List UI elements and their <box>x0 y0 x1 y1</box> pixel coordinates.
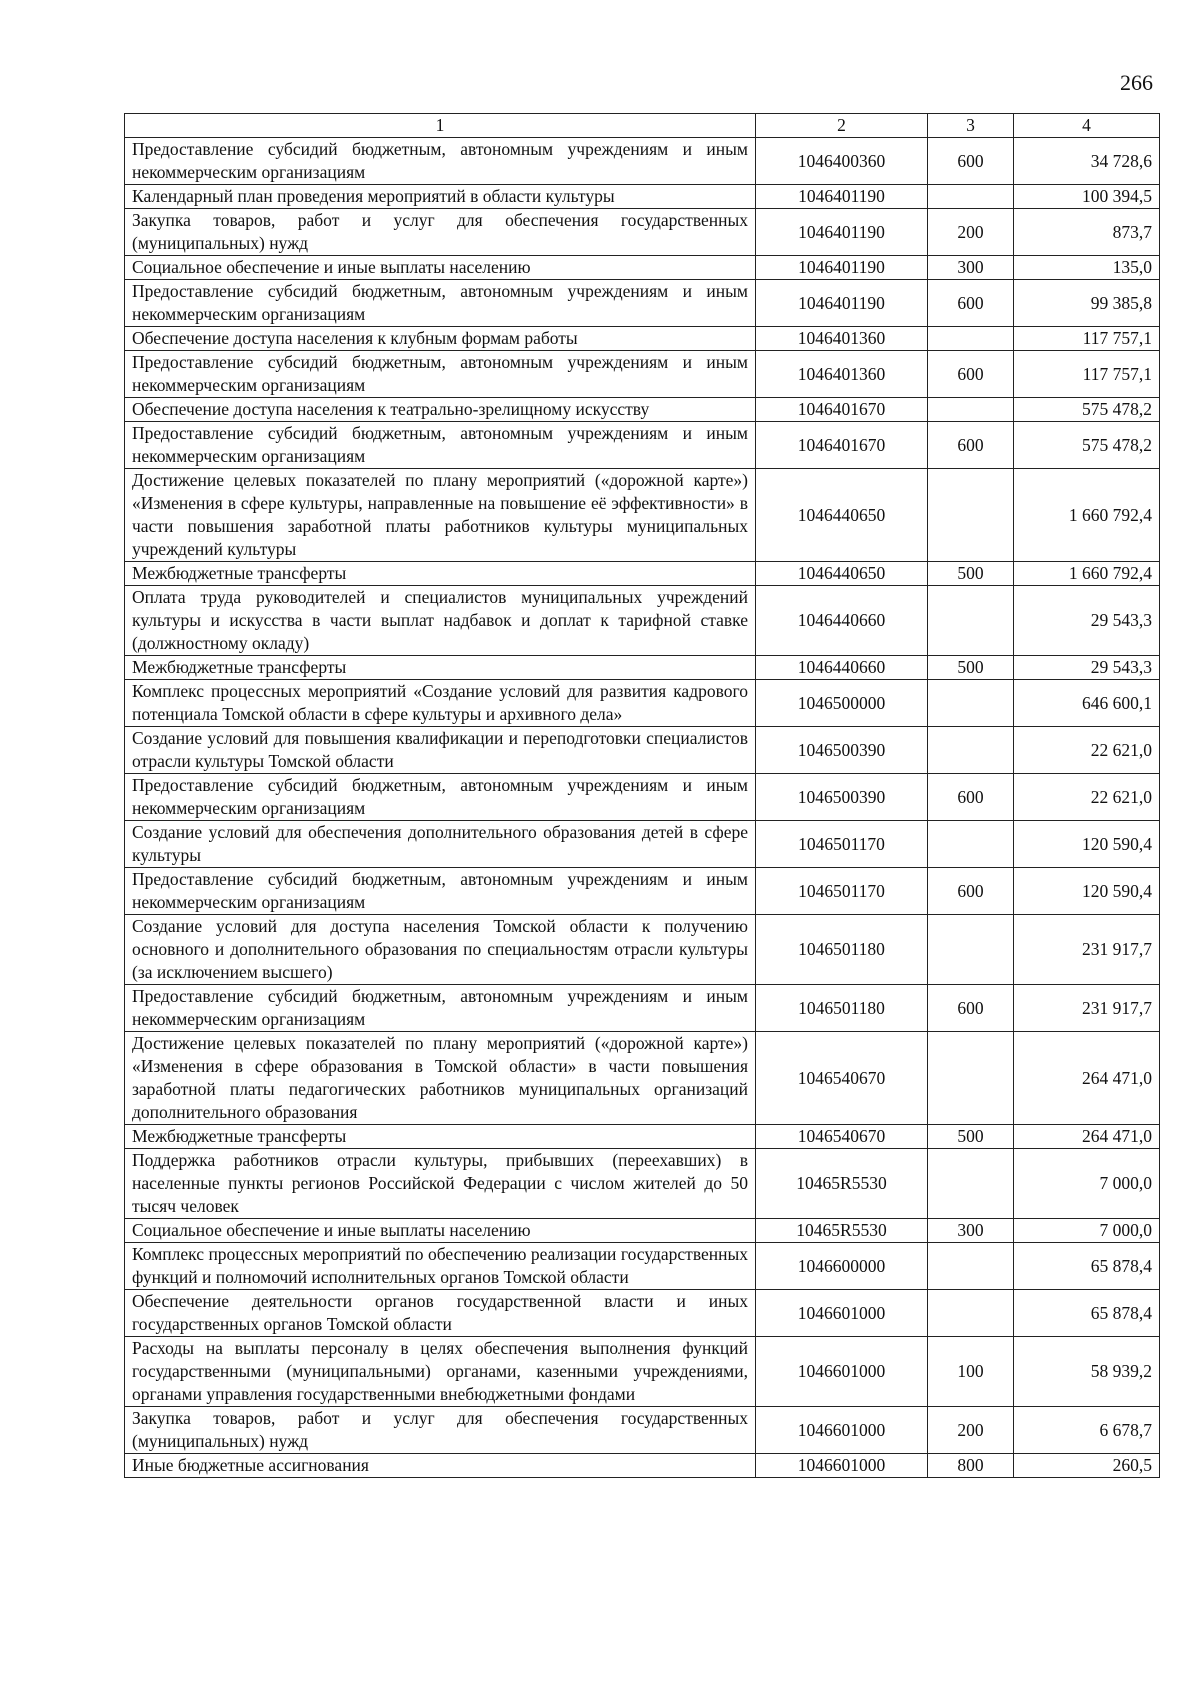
table-row <box>125 1032 1160 1125</box>
row-code-cell: 1046501170 <box>756 821 928 868</box>
table-row <box>125 280 1160 327</box>
row-type-cell <box>928 1032 1014 1125</box>
row-type-cell <box>928 185 1014 209</box>
page-number: 266 <box>1120 70 1153 95</box>
row-code-cell: 1046440650 <box>756 469 928 562</box>
row-name-cell: Предоставление субсидий бюджетным, автономным учреждениям и иным некоммерческим организациям <box>125 868 756 915</box>
table-row <box>125 1149 1160 1219</box>
row-code-cell: 1046500000 <box>756 680 928 727</box>
row-name-cell: Создание условий для повышения квалификации и переподготовки специалистов отрасли культуры Томской области <box>125 727 756 774</box>
table-row <box>125 469 1160 562</box>
row-name-cell: Достижение целевых показателей по плану мероприятий («дорожной карте») «Изменения в сфере образования в Томской области» в части повышения заработной платы педагогических работников муниципальных организаций дополнительного образования <box>125 1032 756 1125</box>
row-type-cell: 600 <box>928 774 1014 821</box>
row-type-cell: 200 <box>928 1407 1014 1454</box>
table-row <box>125 351 1160 398</box>
row-name-cell: Поддержка работников отрасли культуры, прибывших (переехавших) в населенные пункты регионов Российской Федерации с числом жителей до 50 тысяч человек <box>125 1149 756 1219</box>
row-amount-cell: 99 385,8 <box>1014 280 1160 327</box>
table-row <box>125 562 1160 586</box>
row-code-cell: 1046501170 <box>756 868 928 915</box>
table-row <box>125 656 1160 680</box>
row-amount-cell: 7 000,0 <box>1014 1149 1160 1219</box>
row-amount-cell: 7 000,0 <box>1014 1219 1160 1243</box>
table-row <box>125 209 1160 256</box>
table-header-row <box>125 114 1160 138</box>
row-amount-cell: 117 757,1 <box>1014 351 1160 398</box>
row-code-cell: 1046601000 <box>756 1337 928 1407</box>
row-amount-cell: 34 728,6 <box>1014 138 1160 185</box>
row-code-cell: 1046540670 <box>756 1125 928 1149</box>
row-type-cell: 600 <box>928 868 1014 915</box>
table-row <box>125 327 1160 351</box>
row-type-cell: 300 <box>928 256 1014 280</box>
row-code-cell: 1046401190 <box>756 209 928 256</box>
row-type-cell: 800 <box>928 1454 1014 1478</box>
row-code-cell: 1046401670 <box>756 422 928 469</box>
row-code-cell: 1046400360 <box>756 138 928 185</box>
row-amount-cell: 646 600,1 <box>1014 680 1160 727</box>
row-amount-cell: 135,0 <box>1014 256 1160 280</box>
row-code-cell: 1046440660 <box>756 656 928 680</box>
table-row <box>125 868 1160 915</box>
row-name-cell: Предоставление субсидий бюджетным, автономным учреждениям и иным некоммерческим организациям <box>125 422 756 469</box>
row-name-cell: Расходы на выплаты персоналу в целях обеспечения выполнения функций государственными (муниципальными) органами, казенными учреждениями, органами управления государственными внебюджетными фондами <box>125 1337 756 1407</box>
row-type-cell <box>928 1290 1014 1337</box>
column-header-2: 2 <box>756 114 928 138</box>
row-name-cell: Предоставление субсидий бюджетным, автономным учреждениям и иным некоммерческим организациям <box>125 280 756 327</box>
row-code-cell: 1046401360 <box>756 327 928 351</box>
row-code-cell: 1046500390 <box>756 727 928 774</box>
row-amount-cell: 29 543,3 <box>1014 656 1160 680</box>
row-code-cell: 1046601000 <box>756 1290 928 1337</box>
row-amount-cell: 1 660 792,4 <box>1014 469 1160 562</box>
row-amount-cell: 6 678,7 <box>1014 1407 1160 1454</box>
row-amount-cell: 231 917,7 <box>1014 985 1160 1032</box>
row-amount-cell: 22 621,0 <box>1014 774 1160 821</box>
table-body <box>125 138 1160 1478</box>
budget-table <box>124 113 1160 1478</box>
row-type-cell <box>928 727 1014 774</box>
table-row <box>125 774 1160 821</box>
row-code-cell: 1046501180 <box>756 985 928 1032</box>
column-header-3: 3 <box>928 114 1014 138</box>
row-name-cell: Закупка товаров, работ и услуг для обеспечения государственных (муниципальных) нужд <box>125 209 756 256</box>
row-name-cell: Предоставление субсидий бюджетным, автономным учреждениям и иным некоммерческим организациям <box>125 138 756 185</box>
table-row <box>125 1337 1160 1407</box>
row-name-cell: Предоставление субсидий бюджетным, автономным учреждениям и иным некоммерческим организациям <box>125 351 756 398</box>
row-code-cell: 1046440650 <box>756 562 928 586</box>
row-type-cell <box>928 821 1014 868</box>
row-amount-cell: 29 543,3 <box>1014 586 1160 656</box>
row-name-cell: Создание условий для доступа населения Томской области к получению основного и дополнительного образования по специальностям отрасли культуры (за исключением высшего) <box>125 915 756 985</box>
table-row <box>125 915 1160 985</box>
row-amount-cell: 120 590,4 <box>1014 821 1160 868</box>
row-amount-cell: 264 471,0 <box>1014 1032 1160 1125</box>
row-type-cell: 200 <box>928 209 1014 256</box>
row-type-cell: 500 <box>928 1125 1014 1149</box>
row-name-cell: Межбюджетные трансферты <box>125 656 756 680</box>
row-amount-cell: 22 621,0 <box>1014 727 1160 774</box>
row-name-cell: Обеспечение доступа населения к клубным формам работы <box>125 327 756 351</box>
row-code-cell: 1046600000 <box>756 1243 928 1290</box>
row-type-cell: 500 <box>928 656 1014 680</box>
row-amount-cell: 264 471,0 <box>1014 1125 1160 1149</box>
row-code-cell: 1046601000 <box>756 1454 928 1478</box>
table-row <box>125 1407 1160 1454</box>
column-header-4: 4 <box>1014 114 1160 138</box>
column-header-1: 1 <box>125 114 756 138</box>
row-name-cell: Комплекс процессных мероприятий по обеспечению реализации государственных функций и полномочий исполнительных органов Томской области <box>125 1243 756 1290</box>
row-code-cell: 1046440660 <box>756 586 928 656</box>
row-name-cell: Оплата труда руководителей и специалистов муниципальных учреждений культуры и искусства в части выплат надбавок и доплат к тарифной ставке (должностному окладу) <box>125 586 756 656</box>
row-type-cell: 300 <box>928 1219 1014 1243</box>
table-row <box>125 821 1160 868</box>
row-amount-cell: 120 590,4 <box>1014 868 1160 915</box>
table-row <box>125 680 1160 727</box>
table-row <box>125 1219 1160 1243</box>
row-type-cell: 600 <box>928 280 1014 327</box>
row-code-cell: 1046540670 <box>756 1032 928 1125</box>
row-name-cell: Комплекс процессных мероприятий «Создание условий для развития кадрового потенциала Томской области в сфере культуры и архивного дела» <box>125 680 756 727</box>
row-name-cell: Предоставление субсидий бюджетным, автономным учреждениям и иным некоммерческим организациям <box>125 985 756 1032</box>
row-amount-cell: 260,5 <box>1014 1454 1160 1478</box>
row-code-cell: 1046501180 <box>756 915 928 985</box>
row-type-cell: 600 <box>928 985 1014 1032</box>
row-name-cell: Достижение целевых показателей по плану мероприятий («дорожной карте») «Изменения в сфере культуры, направленные на повышение её эффективности» в части повышения заработной платы работников культуры муниципальных учреждений культуры <box>125 469 756 562</box>
row-amount-cell: 117 757,1 <box>1014 327 1160 351</box>
table-row <box>125 256 1160 280</box>
row-name-cell: Обеспечение деятельности органов государственной власти и иных государственных органов Томской области <box>125 1290 756 1337</box>
row-type-cell: 600 <box>928 422 1014 469</box>
table-row <box>125 1454 1160 1478</box>
row-name-cell: Социальное обеспечение и иные выплаты населению <box>125 1219 756 1243</box>
row-type-cell: 500 <box>928 562 1014 586</box>
table-row <box>125 1243 1160 1290</box>
table-row <box>125 422 1160 469</box>
row-code-cell: 1046401190 <box>756 256 928 280</box>
row-type-cell <box>928 680 1014 727</box>
row-amount-cell: 65 878,4 <box>1014 1290 1160 1337</box>
table-row <box>125 586 1160 656</box>
row-amount-cell: 65 878,4 <box>1014 1243 1160 1290</box>
row-type-cell <box>928 1149 1014 1219</box>
row-name-cell: Иные бюджетные ассигнования <box>125 1454 756 1478</box>
row-name-cell: Календарный план проведения мероприятий в области культуры <box>125 185 756 209</box>
row-name-cell: Предоставление субсидий бюджетным, автономным учреждениям и иным некоммерческим организациям <box>125 774 756 821</box>
row-amount-cell: 575 478,2 <box>1014 398 1160 422</box>
table-row <box>125 985 1160 1032</box>
row-type-cell <box>928 398 1014 422</box>
row-code-cell: 1046401190 <box>756 280 928 327</box>
row-type-cell <box>928 327 1014 351</box>
table-row <box>125 185 1160 209</box>
row-amount-cell: 231 917,7 <box>1014 915 1160 985</box>
row-code-cell: 1046401360 <box>756 351 928 398</box>
row-name-cell: Социальное обеспечение и иные выплаты населению <box>125 256 756 280</box>
row-amount-cell: 58 939,2 <box>1014 1337 1160 1407</box>
row-type-cell <box>928 915 1014 985</box>
row-type-cell: 600 <box>928 351 1014 398</box>
table-row <box>125 138 1160 185</box>
row-name-cell: Межбюджетные трансферты <box>125 562 756 586</box>
row-name-cell: Закупка товаров, работ и услуг для обеспечения государственных (муниципальных) нужд <box>125 1407 756 1454</box>
row-code-cell: 10465R5530 <box>756 1149 928 1219</box>
row-amount-cell: 100 394,5 <box>1014 185 1160 209</box>
row-name-cell: Обеспечение доступа населения к театрально-зрелищному искусству <box>125 398 756 422</box>
row-name-cell: Создание условий для обеспечения дополнительного образования детей в сфере культуры <box>125 821 756 868</box>
row-amount-cell: 873,7 <box>1014 209 1160 256</box>
row-code-cell: 1046401670 <box>756 398 928 422</box>
table-row <box>125 1290 1160 1337</box>
row-amount-cell: 1 660 792,4 <box>1014 562 1160 586</box>
row-code-cell: 1046500390 <box>756 774 928 821</box>
table-row <box>125 1125 1160 1149</box>
row-amount-cell: 575 478,2 <box>1014 422 1160 469</box>
row-type-cell: 600 <box>928 138 1014 185</box>
row-name-cell: Межбюджетные трансферты <box>125 1125 756 1149</box>
row-code-cell: 10465R5530 <box>756 1219 928 1243</box>
row-type-cell <box>928 586 1014 656</box>
row-code-cell: 1046601000 <box>756 1407 928 1454</box>
table-row <box>125 398 1160 422</box>
row-type-cell: 100 <box>928 1337 1014 1407</box>
row-type-cell <box>928 469 1014 562</box>
row-code-cell: 1046401190 <box>756 185 928 209</box>
row-type-cell <box>928 1243 1014 1290</box>
table-row <box>125 727 1160 774</box>
